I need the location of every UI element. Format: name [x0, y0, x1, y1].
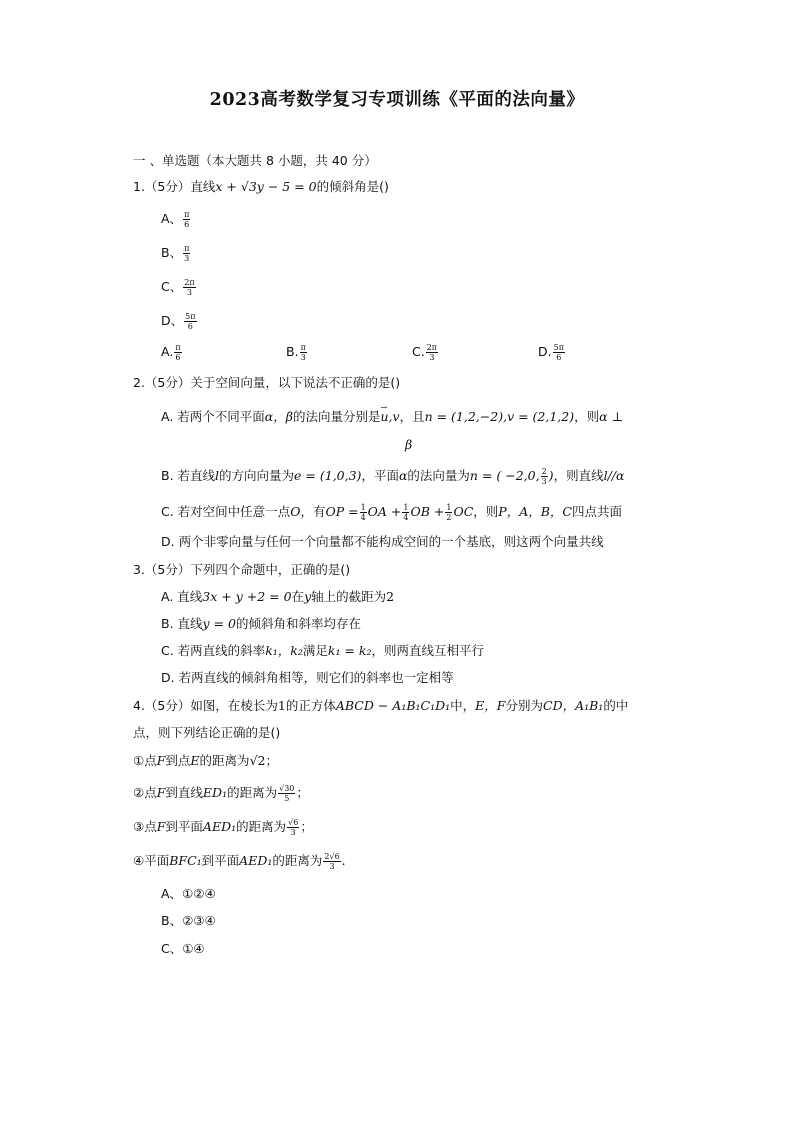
math: y: [304, 589, 312, 604]
fraction-numerator: π: [184, 244, 190, 253]
q4-statement-3: [133, 818, 313, 837]
math: ABCD − A₁B₁C₁D₁: [335, 698, 451, 713]
text: 到直线: [165, 785, 203, 800]
math: α，β: [264, 409, 293, 424]
fraction-numerator: 5π: [185, 312, 196, 321]
math: AED₁: [202, 819, 237, 834]
fraction-denominator: 4: [403, 513, 409, 522]
text: 的距离为: [236, 819, 287, 834]
q1-inline-a: [161, 343, 183, 362]
q4-option-c: C、①④: [161, 941, 205, 956]
math: E: [190, 753, 200, 768]
page-title: 2023高考数学复习专项训练《平面的法向量》: [209, 90, 585, 110]
math: BFC₁: [169, 853, 202, 868]
text: ，平面: [361, 468, 399, 483]
q3-option-b: [161, 615, 361, 633]
math: F: [156, 785, 166, 800]
text: 到平面: [165, 819, 203, 834]
q1-inline-b: [286, 343, 308, 362]
text: 的中: [603, 698, 629, 713]
fraction-denominator: 6: [175, 353, 181, 362]
math: F: [156, 753, 166, 768]
option-label: D.: [538, 344, 552, 359]
text: B. 直线: [161, 616, 203, 631]
fraction: [183, 244, 190, 263]
text: 的距离为: [199, 753, 250, 768]
math: P，A，B，C: [498, 504, 572, 519]
section-heading: 一 、单选题（本大题共 8 小题，共 40 分）: [133, 153, 377, 168]
fraction-numerator: 2√6: [324, 852, 340, 861]
fraction-denominator: 3: [429, 353, 435, 362]
text: C. 若对空间中任意一点: [161, 504, 291, 519]
fraction: [541, 467, 548, 486]
fraction: [183, 210, 190, 229]
q1-stem-text: 1.（5分）直线: [133, 179, 216, 194]
fraction-denominator: 3: [184, 254, 190, 263]
math: v = (2,1,2): [507, 409, 575, 424]
text: 的距离为: [227, 785, 278, 800]
fraction: [426, 343, 438, 362]
text: ；: [300, 819, 313, 834]
option-label: A、: [161, 211, 183, 226]
text: B. 若直线: [161, 468, 216, 483]
fraction-numerator: π: [175, 343, 181, 352]
text: .: [341, 853, 346, 868]
text: 到点: [165, 753, 191, 768]
fraction-denominator: 3: [186, 288, 192, 297]
fraction-numerator: 1: [360, 503, 366, 512]
q1-inline-c: [412, 343, 439, 362]
fraction: [183, 278, 195, 297]
text: 到平面: [201, 853, 240, 868]
fraction-denominator: 2: [446, 513, 452, 522]
math: y = 0: [202, 616, 236, 631]
fraction-numerator: 2: [541, 467, 547, 476]
question-1-stem: [133, 178, 389, 196]
fraction-numerator: 1: [446, 503, 452, 512]
fraction-denominator: 3: [300, 353, 306, 362]
text: 在: [291, 589, 305, 604]
text: 满足: [302, 643, 328, 658]
option-label: B.: [286, 344, 299, 359]
math: e = (1,0,3): [294, 468, 362, 483]
math: √2: [249, 753, 266, 768]
text: 的倾斜角和斜率均存在: [235, 616, 361, 631]
fraction: [300, 343, 307, 362]
fraction: [445, 503, 452, 522]
option-label: A.: [161, 344, 174, 359]
math: 2: [386, 589, 395, 604]
q2-option-d: D. 两个非零向量与任何一个向量都不能构成空间的一个基底，则这两个向量共线: [161, 534, 604, 549]
q2-option-a-wrap: [405, 436, 412, 454]
fraction: [402, 503, 409, 522]
math: α: [398, 468, 408, 483]
fraction-denominator: 6: [556, 353, 562, 362]
fraction-numerator: 2π: [184, 278, 195, 287]
q1-option-d: [161, 312, 198, 331]
option-label: C.: [412, 344, 425, 359]
math: E，F: [475, 698, 506, 713]
math: CD，A₁B₁: [543, 698, 604, 713]
fraction-denominator: 6: [187, 322, 193, 331]
math: F: [156, 819, 166, 834]
math: l//α: [603, 468, 625, 483]
q2-option-c: [161, 503, 622, 522]
fraction: [184, 312, 196, 331]
text: ，有: [300, 504, 326, 519]
q3-option-c: [161, 642, 484, 660]
math: 3x + y +2 = 0: [202, 589, 292, 604]
math: k₁，k₂: [265, 643, 303, 658]
q1-option-b: [161, 244, 191, 263]
q4-statement-2: [133, 784, 309, 803]
fraction-numerator: 5π: [553, 343, 564, 352]
math: ): [548, 468, 554, 483]
text: ④平面: [133, 853, 170, 868]
question-3-stem: 3.（5分）下列四个命题中，正确的是(): [133, 562, 351, 577]
math: OC: [453, 504, 474, 519]
text: 4.（5分）如图，在棱长为: [133, 698, 278, 713]
fraction: [174, 343, 181, 362]
math: ED₁: [202, 785, 228, 800]
text: 分别为: [505, 698, 543, 713]
text: 轴上的截距为: [311, 589, 387, 604]
fraction-numerator: √6: [288, 818, 299, 827]
fraction: [287, 818, 299, 837]
text: ①点: [133, 753, 157, 768]
option-label: D、: [161, 313, 184, 328]
text: ③点: [133, 819, 157, 834]
q4-statement-1: [133, 752, 278, 770]
option-label: B、: [161, 245, 183, 260]
fraction-numerator: 1: [403, 503, 409, 512]
math: l: [215, 468, 220, 483]
text: 的方向向量为: [219, 468, 295, 483]
text: ，则: [574, 409, 600, 424]
fraction: [323, 852, 340, 871]
text: 的距离为: [272, 853, 323, 868]
fraction: [553, 343, 565, 362]
q1-stem-end: 的倾斜角是(): [316, 179, 389, 194]
q4-option-b: B、②③④: [161, 913, 216, 928]
text: 四点共面: [572, 504, 623, 519]
q1-stem-math: x + √3y − 5 = 0: [215, 179, 317, 194]
q3-option-d: D. 若两直线的倾斜角相等，则它们的斜率也一定相等: [161, 670, 454, 685]
fraction: [360, 503, 367, 522]
text: ②点: [133, 785, 157, 800]
fraction-denominator: 3: [329, 862, 335, 871]
question-2-stem: 2.（5分）关于空间向量，以下说法不正确的是(): [133, 375, 401, 390]
fraction-denominator: 3: [541, 477, 547, 486]
math: 1: [277, 698, 286, 713]
math: AED₁: [239, 853, 273, 868]
text: 的法向量为: [407, 468, 470, 483]
text: A. 直线: [161, 589, 203, 604]
text: 的法向量分别是: [292, 409, 381, 424]
text: ，则直线: [553, 468, 604, 483]
math: k₁ = k₂: [327, 643, 372, 658]
fraction: [278, 784, 295, 803]
question-4-stem: [133, 697, 628, 715]
text: ，则: [473, 504, 499, 519]
text: C. 若两直线的斜率: [161, 643, 266, 658]
text: ，且: [399, 409, 425, 424]
math: OP =: [325, 504, 359, 519]
text: 中，: [450, 698, 476, 713]
math: O: [290, 504, 301, 519]
math: OB +: [410, 504, 445, 519]
fraction-denominator: 5: [284, 794, 290, 803]
q1-inline-d: [538, 343, 566, 362]
fraction-numerator: π: [300, 343, 306, 352]
text: ；: [265, 753, 278, 768]
q4-statement-4: [133, 852, 346, 871]
q3-option-a: [161, 588, 394, 606]
fraction-denominator: 3: [290, 828, 296, 837]
math-vector: → u,v: [380, 408, 399, 426]
fraction-numerator: π: [184, 210, 190, 219]
math: β: [405, 437, 413, 452]
q2-option-b: [161, 467, 624, 486]
fraction-denominator: 6: [184, 220, 190, 229]
fraction-numerator: 2π: [426, 343, 438, 352]
math: α ⊥: [599, 409, 624, 424]
q1-option-a: [161, 210, 191, 229]
q1-option-c: [161, 278, 197, 297]
text: A. 若两个不同平面: [161, 409, 265, 424]
text: 的正方体: [285, 698, 336, 713]
fraction-denominator: 4: [360, 513, 366, 522]
math: OA +: [367, 504, 402, 519]
text: ；: [296, 785, 309, 800]
math: n = ( −2,0,: [469, 468, 540, 483]
q2-option-a: [161, 408, 623, 426]
q4-option-a: A、①②④: [161, 886, 216, 901]
math: n = (1,2,−2),: [424, 409, 508, 424]
question-4-stem-line2: 点，则下列结论正确的是(): [133, 725, 281, 740]
option-label: C、: [161, 279, 183, 294]
fraction-numerator: √30: [279, 784, 295, 793]
text: ，则两直线互相平行: [371, 643, 484, 658]
